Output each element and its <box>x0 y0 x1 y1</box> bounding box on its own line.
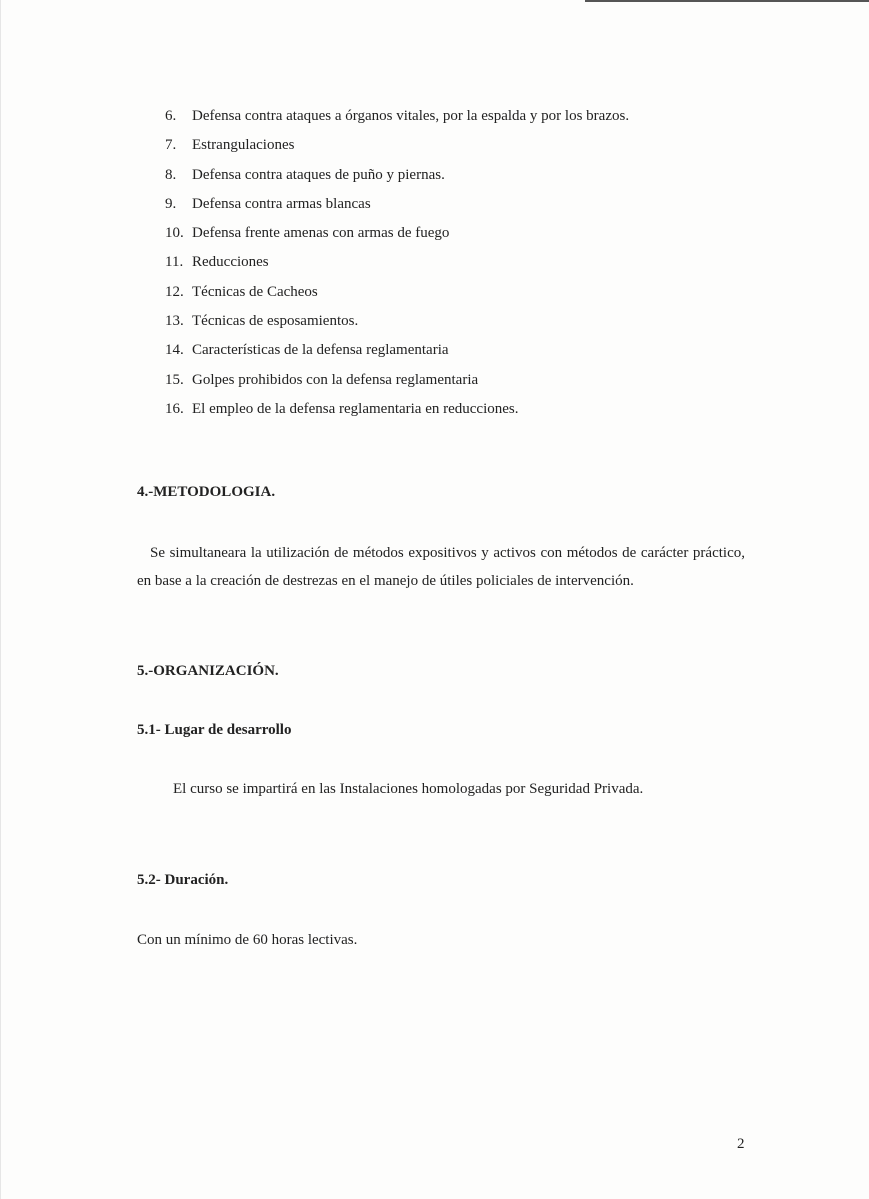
page-number: 2 <box>737 1136 745 1152</box>
duracion-heading: 5.2- Duración. <box>137 872 229 888</box>
organizacion-heading: 5.-ORGANIZACIÓN. <box>137 663 279 679</box>
list-item <box>165 278 629 307</box>
list-item-number: 14. <box>165 342 184 359</box>
list-item <box>165 336 629 365</box>
list-item-number: 7. <box>165 137 177 154</box>
lugar-text: El curso se impartirá en las Instalaciones homologadas por Seguridad Privada. <box>173 781 644 797</box>
list-item-text: Defensa contra armas blancas <box>192 195 371 212</box>
list-item-number: 8. <box>165 166 177 183</box>
list-item-number: 12. <box>165 283 184 300</box>
list-item-text: Defensa frente amenas con armas de fuego <box>192 225 450 242</box>
list-item-number: 15. <box>165 371 184 388</box>
list-item <box>165 248 629 277</box>
list-item <box>165 190 629 219</box>
list-item-number: 6. <box>165 108 177 124</box>
list-item <box>165 102 629 131</box>
list-item <box>165 219 629 248</box>
list-item <box>165 131 629 160</box>
list-item-number: 9. <box>165 195 177 212</box>
list-item <box>165 395 629 424</box>
duracion-text: Con un mínimo de 60 horas lectivas. <box>137 932 358 948</box>
list-item-text: Características de la defensa reglamentaria <box>192 342 449 359</box>
topic-list <box>165 102 629 424</box>
list-item-text: Defensa contra ataques de puño y piernas. <box>192 166 445 183</box>
scan-top-rule <box>585 0 869 2</box>
list-item-text: Estrangulaciones <box>192 137 295 154</box>
list-item <box>165 161 629 190</box>
scan-left-edge <box>0 0 1 1199</box>
list-item <box>165 307 629 336</box>
list-item-text: El empleo de la defensa reglamentaria en reducciones. <box>192 400 519 417</box>
lugar-heading: 5.1- Lugar de desarrollo <box>137 722 292 738</box>
list-item-text: Técnicas de Cacheos <box>192 283 318 300</box>
list-item-text: Reducciones <box>192 254 269 271</box>
list-item-text: Golpes prohibidos con la defensa reglamentaria <box>192 371 479 388</box>
metodologia-heading: 4.-METODOLOGIA. <box>137 484 276 500</box>
list-item-text: Técnicas de esposamientos. <box>192 313 359 330</box>
list-item-number: 13. <box>165 313 184 330</box>
list-item-text: Defensa contra ataques a órganos vitales, por la espalda y por los brazos. <box>192 108 630 124</box>
metodologia-paragraph: Se simultaneara la utilización de métodos expositivos y activos con métodos de carácter práctico, en base a la creación de destrezas en el manejo de útiles policiales de intervención. <box>137 545 745 589</box>
list-item <box>165 366 629 395</box>
list-item-number: 10. <box>165 225 184 242</box>
list-item-number: 11. <box>165 254 184 271</box>
list-item-number: 16. <box>165 400 184 417</box>
